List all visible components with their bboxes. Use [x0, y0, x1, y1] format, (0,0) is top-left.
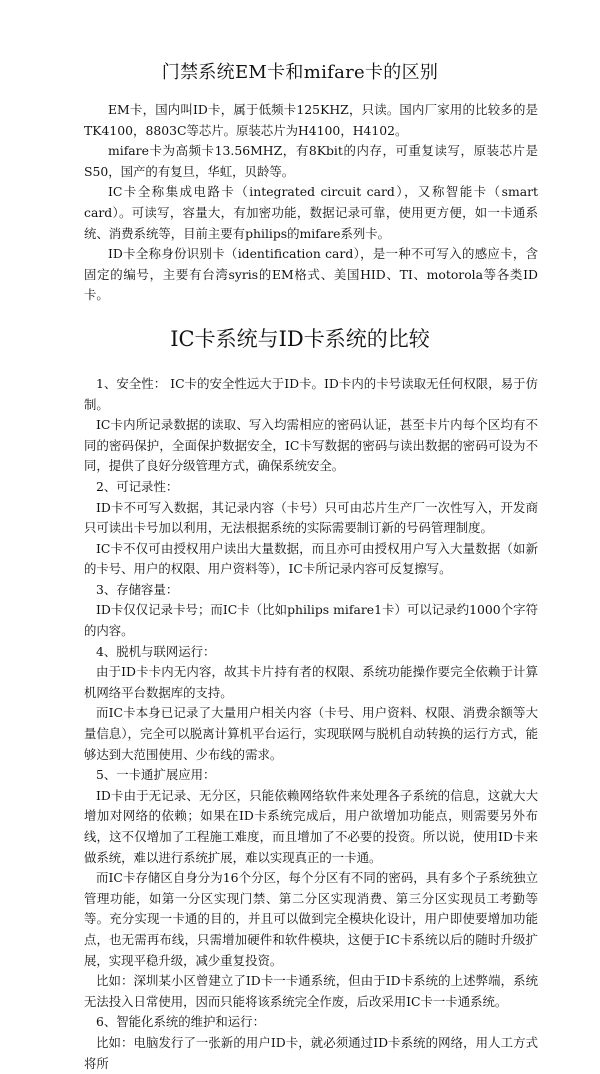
section-heading-security: 1、安全性： IC卡的安全性远大于ID卡。ID卡内的卡号读取无任何权限，易于仿制。 [84, 375, 538, 412]
section-heading-capacity: 3、存储容量： [96, 581, 179, 597]
intro-paragraph-em: EM卡，国内叫ID卡，属于低频卡125KHZ，只读。国内厂家用的比较多的是TK4100，8803C等芯片。原装芯片为H4100，H4102。 [84, 102, 538, 138]
capacity-paragraph: ID卡仅仅记录卡号；而IC卡（比如philips mifare1卡）可以记录约1000个字符的内容。 [84, 602, 538, 639]
maintenance-paragraph: 比如：电脑发行了一张新的用户ID卡，就必须通过ID卡系统的网络，用人工方式将所 [84, 1034, 538, 1071]
section-heading-onecard: 5、一卡通扩展应用： [96, 767, 216, 783]
offline-paragraph-ic: 而IC卡本身已记录了大量用户相关内容（卡号、用户资料、权限、消费余额等大量信息），完全可以脱离计算机平台运行，实现联网与脱机自动转换的运行方式，能够达到大范围使用、少布线的需求。 [84, 705, 538, 762]
intro-paragraph-ic: IC卡全称集成电路卡（integrated circuit card），又称智能卡（smart card）。可读写，容量大，有加密功能，数据记录可靠，使用更方便，如一卡通系统、消费系统等，目前主要有philips的mifare系列卡。 [84, 184, 538, 241]
security-paragraph: IC卡内所记录数据的读取、写入均需相应的密码认证，甚至卡片内每个区均有不同的密码保护，全面保护数据安全，IC卡写数据的密码与读出数据的密码可设为不同，提供了良好分级管理方式，确保系统安全。 [84, 417, 538, 474]
onecard-paragraph-ic: 而IC卡存储区自身分为16个分区，每个分区有不同的密码，具有多个子系统独立管理功能，如第一分区实现门禁、第二分区实现消费、第三分区实现员工考勤等等。充分实现一卡通的目的，并且可以做到完全模块化设计，用户即使要增加功能点，也无需再布线，只需增加硬件和软件模块，这便于IC卡系统以后的随时升级扩展，实现平稳升级，减少重复投资。 [84, 870, 538, 968]
onecard-paragraph-id: ID卡由于无记录、无分区，只能依赖网络软件来处理各子系统的信息，这就大大增加对网络的依赖；如果在ID卡系统完成后，用户欲增加功能点，则需要另外布线，这不仅增加了工程施工难度，而且增加了不必要的投资。所以说，使用ID卡来做系统，难以进行系统扩展，难以实现真正的一卡通。 [84, 787, 538, 865]
intro-paragraph-mifare: mifare卡为高频卡13.56MHZ，有8Kbit的内存，可重复读写，原装芯片是S50，国产的有复旦，华虹，贝龄等。 [84, 143, 538, 179]
onecard-paragraph-example: 比如：深圳某小区曾建立了ID卡一卡通系统，但由于ID卡系统的上述弊端，系统无法投入日常使用，因而只能将该系统完全作废，后改采用IC卡一卡通系统。 [84, 973, 538, 1009]
section-heading-recordability: 2、可记录性： [96, 478, 179, 494]
intro-paragraph-id: ID卡全称身份识别卡（identification card），是一种不可写入的感应卡，含固定的编号，主要有台湾syris的EM格式、美国HID、TI、motorola等各类ID卡。 [84, 246, 538, 303]
doc-title-1: 门禁系统EM卡和mifare卡的区别 [161, 62, 439, 83]
doc-title-2: IC卡系统与ID卡系统的比较 [170, 326, 430, 351]
recordability-paragraph-id: ID卡不可写入数据，其记录内容（卡号）只可由芯片生产厂一次性写入，开发商只可读出卡号加以利用，无法根据系统的实际需要制订新的号码管理制度。 [84, 499, 538, 536]
recordability-paragraph-ic: IC卡不仅可由授权用户读出大量数据，而且亦可由授权用户写入大量数据（如新的卡号、用户的权限、用户资料等），IC卡所记录内容可反复擦写。 [84, 540, 538, 577]
section-heading-offline: 4、脱机与联网运行： [96, 643, 216, 659]
offline-paragraph-id: 由于ID卡卡内无内容，故其卡片持有者的权限、系统功能操作要完全依赖于计算机网络平台数据库的支持。 [84, 664, 538, 700]
section-heading-maintenance: 6、智能化系统的维护和运行： [96, 1014, 265, 1030]
